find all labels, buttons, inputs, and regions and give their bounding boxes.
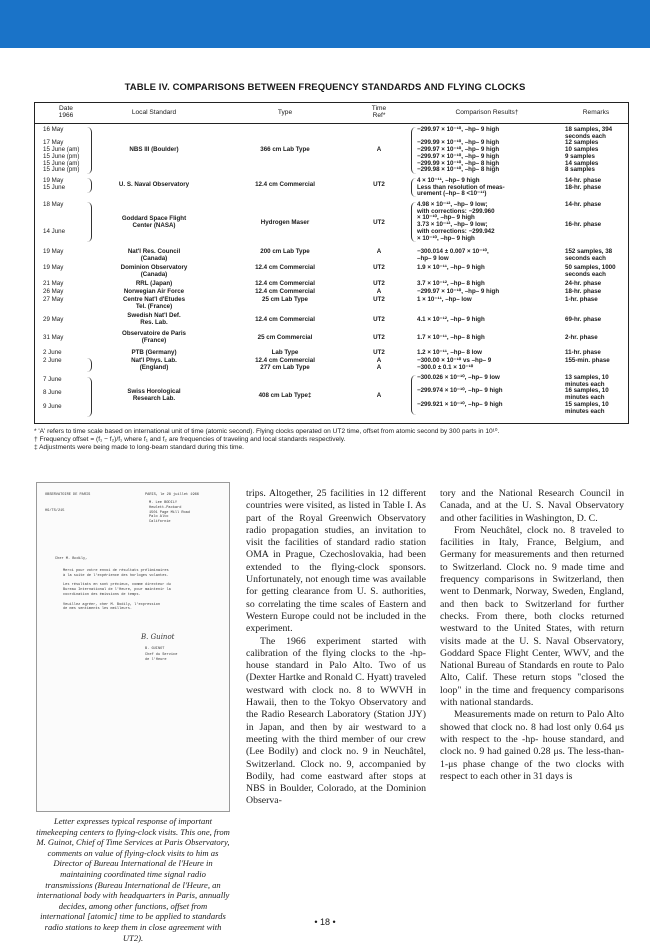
header-standard: Local Standard [131, 109, 177, 116]
bracket [87, 358, 92, 372]
letter-header-right: PARIS, le 28 juillet 1966 [145, 493, 199, 497]
comparison-table: Date 1966 Local Standard Type Time Ref* Comparison Results† Remarks 16 May 17 May 15 June (am) 15 June (pm) 15 June (am) 15 June (pm) NBS III (Boulder) 366 cm Lab Type A −299.97 × 10⁻¹⁰, –hp– 9 high −299.99 × 10⁻¹⁰, –hp– 9 high −299.97 × 10⁻¹⁰, –hp– 9 high −299.97 × 10⁻¹⁰, –hp– 9 high −299.99 × 10⁻¹⁰, –hp– 8 high −299.98 × 10⁻¹⁰, –hp– 8 high 18 samples, 394 seconds each 12 samples 10 samples 9 samples 14 samples 8 samples 19 May 15 June U. S. Naval Observatory 12.4 cm Commercial UT2 4 × 10⁻¹¹, –hp– 9 high Less than resolution of meas- urement (–hp– 8 <10⁻¹¹) 14-hr. phase 18-hr. phase 18 May 14 June Goddard Space Flight Center (NASA) Hydrogen Maser UT2 4.98 × 10⁻¹², –hp– 9 low; with corrections: −299.960 × 10⁻¹⁰, –hp– 9 high 3.73 × 10⁻¹², –hp– 9 low; with corrections: −299.942 × 10⁻¹⁰, –hp– 9 high 14-hr. phase 16-hr. phase 19 May Nat'l Res. Council (Canada) 200 cm Lab Type A −300.014 ± 0.007 × 10⁻¹⁰, –hp– 9 low 152 samples, 38 seconds each 19 May Dominion Observatory (Canada) 12.4 cm Commercial UT2 1.9 × 10⁻¹¹, –hp– 9 high 50 samples, 1000 seconds each 21 May RRL (Japan) 12.4 cm Commercial UT2 3.7 × 10⁻¹², –hp– 8 high 24-hr. phase 26 May Norwegian Air Force 12.4 cm Commercial A −299.97 × 10⁻¹⁰, –hp– 9 high 18-hr. phase 27 May Centre Nat'l d'Etudes Tel. (France) 25 cm Lab Type UT2 1 × 10⁻¹¹, –hp– low 1-hr. phase 29 May Swedish Nat'l Def. Res. Lab. 12.4 cm Commercial UT2 4.1 × 10⁻¹², –hp– 9 high 69-hr. phase 31 May Observatoire de Paris (France) 25 cm Commercial UT2 1.7 × 10⁻¹¹, –hp– 8 high 2-hr. phase 2 June PTB (Germany) Lab Type UT2 1.2 × 10⁻¹¹, –hp– 8 low 11-hr. phase 2 June Nat'l Phys. Lab. (England) 12.4 cm Commercial 277 cm Lab Type A A −300.00 × 10⁻¹⁰ vs –hp– 9 −300.0 ± 0.1 × 10⁻¹⁰ 155-min. phase 7 June 8 June 9 June Swiss Horological Research Lab. 408 cm Lab Type‡ A −300.026 × 10⁻¹⁰, –hp– 9 low −299.974 × 10⁻¹⁰, –hp– 9 high −299.921 × 10⁻¹⁰, –hp– 9 high 13 samples, 10 minutes each 16 samples, 10 minutes each 15 samples, 10 minutes each [34, 102, 629, 424]
body-column-2 [246, 488, 426, 808]
table-header [35, 103, 628, 124]
body-column-3 [440, 488, 624, 783]
table-title: TABLE IV. COMPARISONS BETWEEN FREQUENCY STANDARDS AND FLYING CLOCKS [124, 82, 526, 93]
letter-signer-title: Chef du Service de l'Heure [145, 653, 178, 662]
footnote: ‡ Adjustments were being made to long-beam standard during this time. [34, 444, 245, 451]
header-date: Date 1966 [58, 105, 74, 119]
letter-image [36, 482, 230, 812]
bracket [411, 375, 416, 415]
top-color-band [0, 0, 650, 48]
footnote: † Frequency offset = (f₁ − f₂)/f₁ where f₁ and f₂ are frequencies of traveling and local standards respectively. [34, 436, 346, 443]
letter-salutation: Cher M. Bodily, [55, 557, 88, 561]
footnote: * 'A' refers to time scale based on international unit of time (atomic second). Flying clocks operated on UT2 time, offset from atomic second by 300 parts in 10¹⁰. [34, 428, 500, 435]
letter-body: Merci pour votre envoi de résultats préliminaires à la suite de l'expérience des horloges volantes. Les résultats en sont précieux, comme directeur du Bureau International de l'Heure, pour maintenir la coordination des émissions de temps. Veuillez agréer, cher M. Bodily, l'expression de mes sentiments les meilleurs. [63, 569, 171, 612]
letter-ref: HG/TS/215 [45, 509, 65, 513]
bracket [411, 202, 416, 242]
paragraph: Measurements made on return to Palo Alto showed that clock no. 8 had lost only 0.64 μs with respect to the -hp- house standard, and clock no. 9 had gained 0.28 μs. The less-than-1-μs phase change of the two clocks with respect to each other in 31 days is [440, 709, 624, 782]
paragraph: The 1966 experiment started with calibration of the flying clocks to the -hp- house standard in Palo Alto. Two of us (Dexter Hartke and Ronald C. Hyatt) traveled westward with clock no. 8 to WWVH in Hawaii, then to the Tokyo Observatory and the Radio Research Laboratory (Station JJY) in Japan, and then by air westward to a meeting with the third member of our crew (Lee Bodily) and clock no. 9 in Neuchâtel, Switzerland. Clock no. 9, accompanied by Bodily, had come eastward after stops at NBS in Boulder, Colorado, at the Dominion Observa- [246, 635, 426, 807]
bracket [87, 377, 92, 417]
paragraph: trips. Altogether, 25 facilities in 12 different countries were visited, as listed in Table I. As part of the Royal Greenwich Observatory radio propagation studies, an invitation to visit the facilities of standard radio station OMA in Prague, Czechoslovakia, had been extended to the flying-clock sponsors. Unfortunately, not enough time was available for getting clearance from U. S. authorities, so correlating the time scales of Eastern and Western Europe could not be included in the experiment. [246, 488, 426, 635]
bracket [87, 202, 92, 242]
header-type: Type [277, 109, 293, 116]
header-remarks: Remarks [582, 109, 610, 116]
paragraph: From Neuchâtel, clock no. 8 traveled to facilities in Italy, France, Belgium, and Germany for measurements and then returned to Switzerland. Clock no. 9 made time and frequency comparisons in Switzerland, then went to Denmark, Norway, Sweden, England, and then back to Switzerland for further checks. From there, both clocks returned westward to the United States, with return visits made at the U. S. Naval Observatory, Goddard Space Flight Center, WWV, and the National Bureau of Standards en route to Palo Alto, Calif. These return stops "closed the loop" in the time and frequency comparisons with national standards. [440, 524, 624, 709]
letter-header-left: OBSERVATOIRE DE PARIS [45, 493, 91, 497]
bracket [87, 127, 92, 174]
header-ref: Time Ref* [371, 105, 387, 119]
letter-signature: B. Guinot [141, 633, 175, 641]
table-footnotes [34, 428, 630, 452]
letter-signer-name: B. GUINOT [145, 647, 165, 651]
paragraph: tory and the National Research Council in Canada, and at the U. S. Naval Observatory and other facilities in Washington, D. C. [440, 488, 624, 524]
page-number: • 18 • [314, 917, 336, 927]
bracket [87, 178, 92, 193]
letter-address: M. Lee BODILY Hewlett-Packard 1501 Page Mill Road Palo Alto Californie [149, 501, 190, 525]
bracket [411, 178, 416, 197]
bracket [411, 127, 416, 174]
letter-caption: Letter expresses typical response of important timekeeping centers to flying-clock visits. This one, from M. Guinot, Chief of Time Services at Paris Observatory, comments on value of flying-clock visits to him as Director of Bureau International de l'Heure in maintaining coordinated time signal radio transmissions (Bureau International de l'Heure, an international body with headquarters in Paris, annually decides, among other functions, offset from international [atomic] time to be applied to standards radio stations to keep them in close agreement with UT2). [36, 816, 230, 943]
header-results: Comparison Results† [455, 109, 519, 116]
